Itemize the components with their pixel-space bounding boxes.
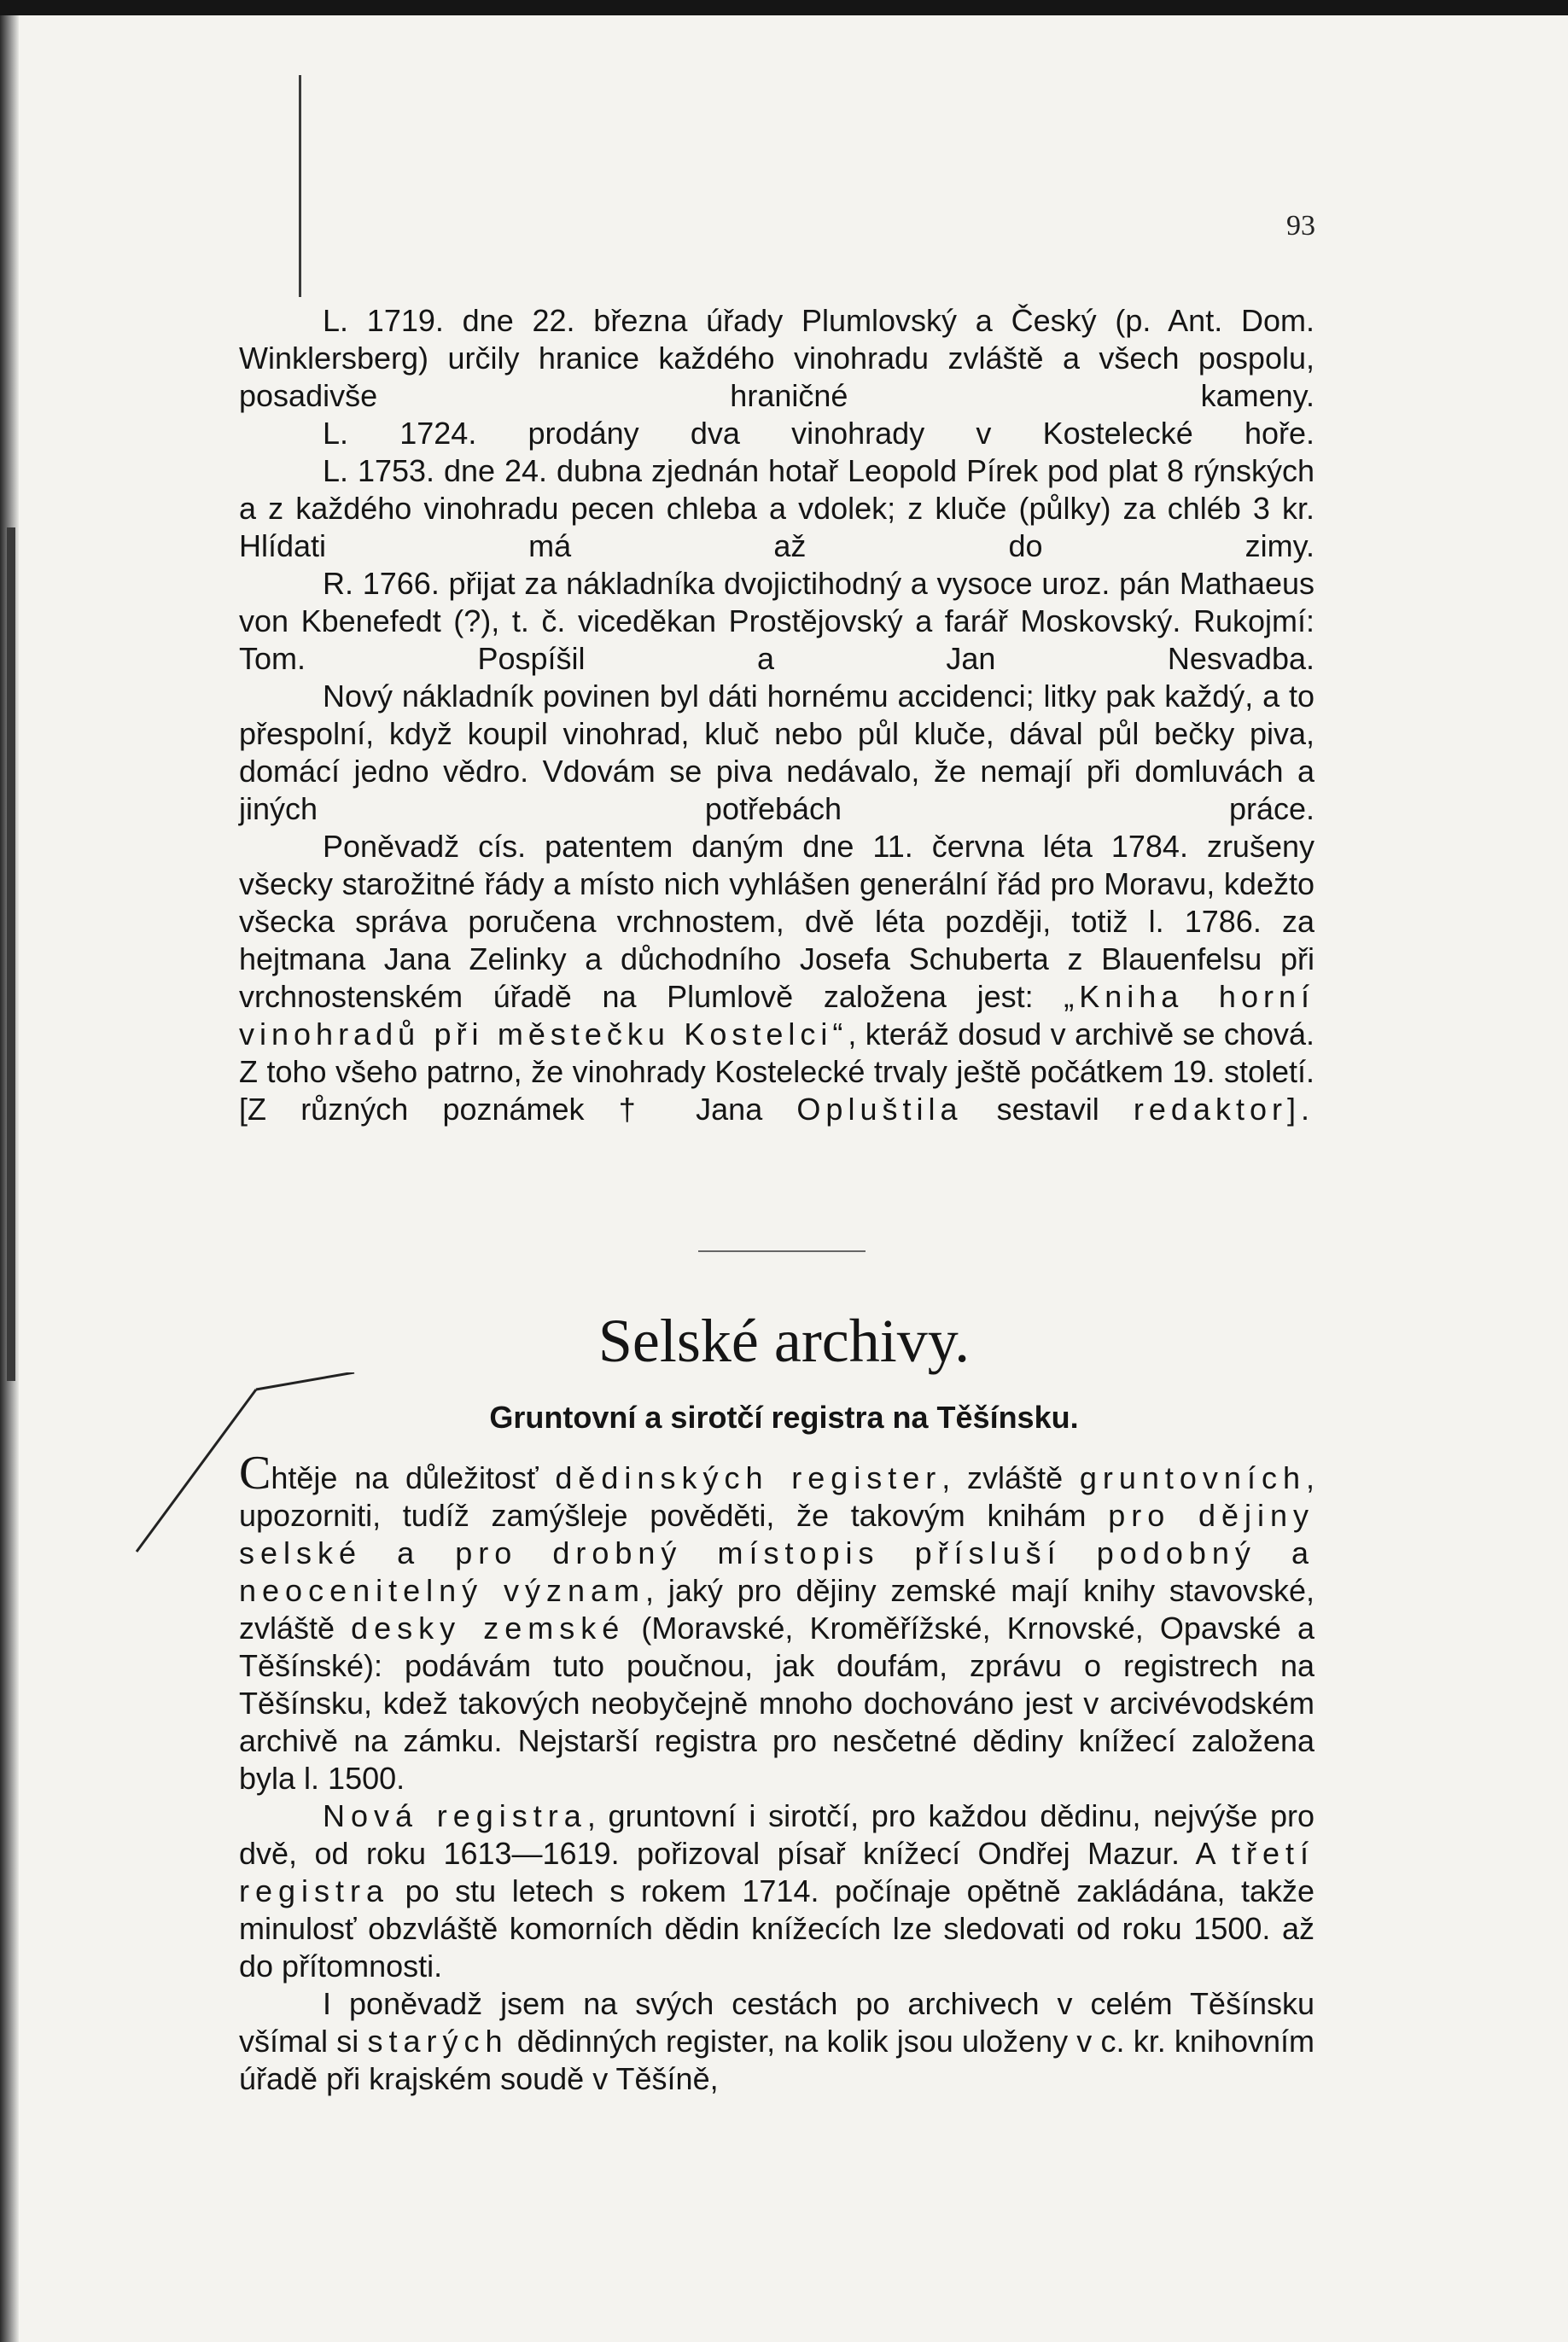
- page-number: 93: [1286, 210, 1315, 242]
- book-title: „Kniha horní vinohradů při městečku Kostelci“: [239, 979, 1314, 1052]
- article-subtitle: Gruntovní a sirotčí registra na Těšínsku.: [489, 1400, 1079, 1435]
- section-divider: [698, 1250, 866, 1252]
- paragraph-text: po stu letech s rokem 1714. počínaje opětně zakládána, takže minulosť obzvláště komorních dědin knížecích lze sledovati od roku 1500. až do přítomnosti.: [239, 1873, 1314, 1984]
- paragraph-text: , kteráž dosud v archivě se chová. Z toho všeho patrno, že vinohrady Kostelecké trvaly ještě počátkem 19. století. [Z různých poznámek † Jana: [239, 1017, 1314, 1127]
- paragraph-text: , jaký pro dějiny zemské mají knihy stavovské, zvláště: [239, 1573, 1314, 1646]
- paragraph-text: (Moravské, Kroměřížské, Krnovské, Opavské a Těšínské): podávám tuto poučnou, jak doufám, zprávu o registrech na Těšínsku, kdež takových neobyčejně mnoho dochováno jest v arcivévodském archivě na zámku. Nejstarší registra pro nesčetné dědiny knížecí založena byla l. 1500.: [239, 1611, 1314, 1796]
- paragraph: [239, 828, 1314, 1128]
- emphasis: pro dějiny selské a pro drobný místopis přísluší podobný a neocenitelný význam: [239, 1498, 1314, 1608]
- paragraph: [239, 1985, 1314, 2098]
- paragraph-text: , upozorniti, tudíž zamýšleje pověděti, že takovým knihám: [239, 1460, 1314, 1533]
- paragraph: L. 1719. dne 22. března úřady Plumlovský a Český (p. Ant. Dom. Winklersberg) určily hranice každého vinohradu zvláště a všech pospolu, posadivše hraničné kameny.: [239, 303, 1314, 413]
- document-page: [0, 15, 1568, 2342]
- paragraph-text: sestavil: [962, 1092, 1134, 1127]
- paragraph: [239, 1447, 1314, 1797]
- emphasis: starých: [367, 2024, 509, 2059]
- editor-credit: redaktor].: [1133, 1092, 1314, 1127]
- paragraph: R. 1766. přijat za nákladníka dvojictihodný a vysoce uroz. pán Mathaeus von Kbenefedt (?), t. č. viceděkan Prostějovský a farář Moskovský. Rukojmí: Tom. Pospíšil a Jan Nesvadba.: [239, 566, 1314, 676]
- author-name: Opluštila: [796, 1092, 963, 1127]
- paragraph: [239, 1797, 1314, 1985]
- article-title: Selské archivy.: [597, 1307, 971, 1375]
- paragraph: Nový nákladník povinen byl dáti hornému accidenci; litky pak každý, a to přespolní, když koupil vinohrad, kluč nebo půl kluče, dával půl bečky piva, domácí jedno vědro. Vdovám se piva nedávalo, že nemají při domluvách a jiných potřebách práce.: [239, 679, 1314, 826]
- vineyard-history-section: [239, 302, 1314, 1128]
- paragraph: L. 1724. prodány dva vinohrady v Kostelecké hoře.: [323, 416, 1314, 451]
- paragraph-text: Chtěje na důležitosť: [239, 1447, 556, 1500]
- margin-mark: [299, 75, 301, 297]
- emphasis: třetí registra: [239, 1836, 1314, 1908]
- margin-mark: [7, 527, 15, 1381]
- emphasis: desky zemské: [351, 1611, 626, 1646]
- emphasis: Nová registra: [323, 1798, 587, 1833]
- paragraph-text: Poněvadž cís. patentem daným dne 11. června léta 1784. zrušeny všecky starožitné řády a místo nich vyhlášen generální řád pro Moravu, kdežto všecka správa poručena vrchnostem, dvě léta později, totiž l. 1786. za hejtmana Jana Zelinky a důchodního Josefa Schuberta z Blauenfelsu při vrchnostenském úřadě na Plumlově založena jest:: [239, 829, 1314, 1014]
- paragraph-text: , gruntovní i sirotčí, pro každou dědinu, nejvýše pro dvě, od roku 1613—1619. pořizoval písař knížecí Ondřej Mazur. A: [239, 1798, 1314, 1871]
- paragraph: L. 1753. dne 24. dubna zjednán hotař Leopold Pírek pod plat 8 rýnských a z každého vinohradu pecen chleba a vdolek; z kluče (půlky) za chléb 3 kr. Hlídati má až do zimy.: [239, 453, 1314, 563]
- paragraph-text: dědinných register, na kolik jsou uloženy v c. kr. knihovním úřadě při krajském soudě v Těšíně,: [239, 2024, 1315, 2096]
- emphasis: gruntovních: [1079, 1460, 1306, 1495]
- archive-article-body: [239, 1447, 1315, 2098]
- emphasis: dědinských register: [555, 1460, 942, 1495]
- paragraph-text: , zvláště: [941, 1460, 1080, 1495]
- paragraph-text: I poněvadž jsem na svých cestách po archivech v celém Těšínsku všímal si: [239, 1986, 1314, 2059]
